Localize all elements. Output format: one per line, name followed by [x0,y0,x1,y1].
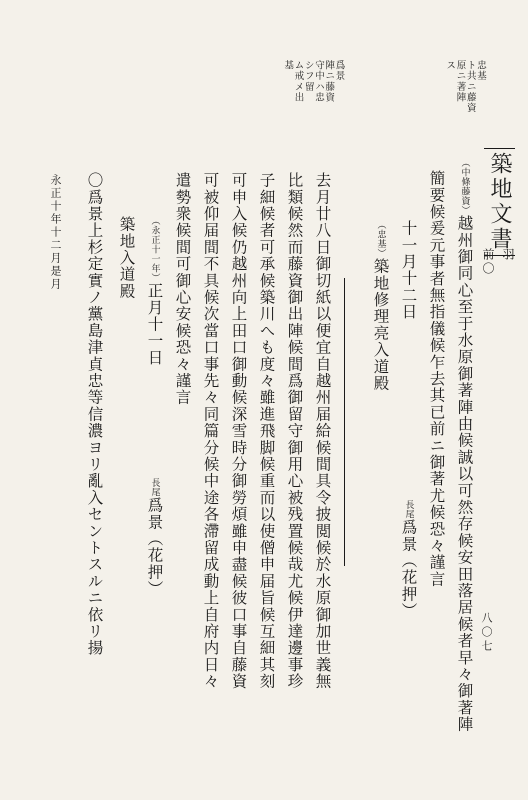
doc1-sign-prefix: 長尾 [403,500,414,519]
doc2-line6: 遣勢衆候間可御心安候恐々謹言 [173,172,192,406]
doc1-addressee [372,220,388,392]
doc2-signature [146,478,162,597]
doc1-date: 十一月十二日 [399,220,418,321]
doc2-line3: 子細候者可承候築川へも度々雖進飛脚候重而以使僧申届旨候互細其刻 [257,172,276,690]
margin-note-1 [444,60,485,114]
doc1-line1 [456,158,472,733]
doc1-line1-text: 越州御同心至于水原御著陣由候誠以可然存候安田落居候者早々御著陣 [455,215,474,733]
margin-note-2-line: 爲景 [333,60,345,82]
doc2-sign-author: 爲景（花押） [145,497,164,598]
doc1-signature [400,500,416,619]
doc2-date-note: （永正十一年） [149,216,160,283]
doc3-line1: 〇爲景上杉定實ノ黨島津貞忠等信濃ヨリ亂入セントスルニ依リ揚 [85,172,104,657]
margin-note-2-line: シフ留 [302,60,314,93]
margin-note-1-line: 忠基 [475,60,486,82]
margin-note-2 [282,60,344,103]
doc3-date: 永正十年十二月是月 [49,174,62,291]
doc1-addressee-note: （忠基） [375,220,386,258]
doc2-line4: 可申入候仍越州向上田口御動候深雪時分御勞煩雖申盡候彼口事自藤資 [229,172,248,690]
doc2-date-text: 正月十一日 [145,282,164,366]
doc2-date [146,216,162,366]
doc2-sign-prefix: 長尾 [149,478,160,497]
section-divider [344,278,345,566]
doc2-line5: 可被仰届間不具候次當口事先々同篇分候中途各滯留成動上自府内日々 [201,172,220,690]
margin-note-1-line: ト共ニ藤資 [464,60,476,114]
margin-note-2-line: 陣ニ藤資 [323,60,335,103]
margin-note-2-line: 守中ハ忠 [313,60,324,103]
doc2-line2: 比類候然而藤資御出陣候間爲御留守御用心被残置候哉尤候伊達邊事珍 [285,172,304,690]
header-number: 前〇 [481,248,495,276]
margin-note-2-line: ム戒メ出 [292,60,304,103]
page-title: 築地文書 [484,148,515,256]
header-suffix: 羽 [501,248,515,262]
margin-note-1-line: 原ニ著陣 [454,60,466,103]
doc1-line2: 簡要候爰元事者無指儀候乍去其已前ニ御著尤候恐々謹言 [427,170,446,588]
margin-note-1-line: ス [444,60,456,71]
margin-note-2-line: 基 [282,60,294,71]
doc1-line1-note: （中條藤資） [459,158,470,215]
page-number: 八〇七 [480,612,493,654]
doc2-line1: 去月廿八日御切紙以便宜自越州届給候間具令披閲候於水原御加世義無 [313,172,332,690]
doc1-sign-author: 爲景（花押） [399,519,418,620]
doc1-addressee-text: 築地修理亮入道殿 [371,258,390,392]
doc2-addressee: 築地入道殿 [117,216,136,300]
